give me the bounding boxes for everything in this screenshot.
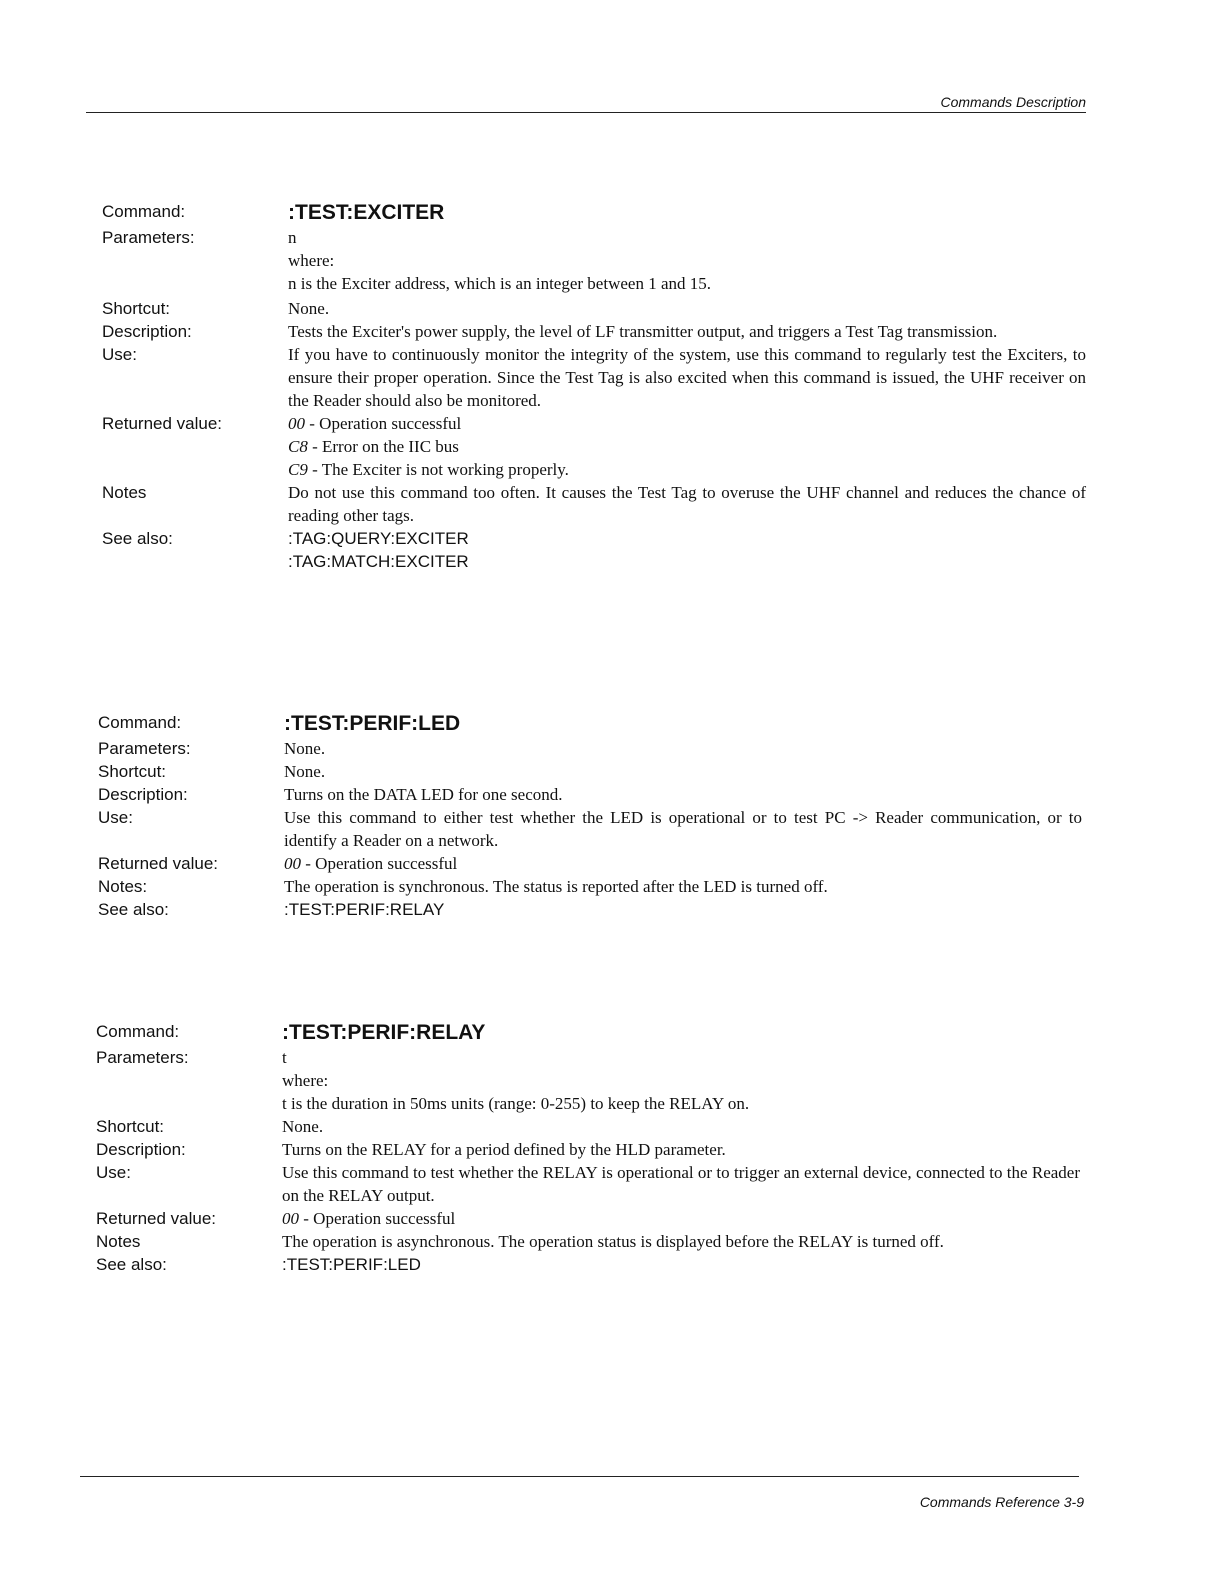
shortcut-label: Shortcut:	[102, 299, 171, 318]
description-label: Description:	[96, 1140, 186, 1159]
parameters-label: Parameters:	[98, 739, 191, 758]
parameters-label: Parameters:	[102, 228, 195, 247]
header-rule	[86, 112, 1086, 113]
description-label: Description:	[98, 785, 188, 804]
description-row	[98, 783, 1078, 806]
see-also-row	[102, 527, 1082, 573]
use-row	[96, 1161, 1080, 1207]
command-name: :TEST:PERIF:LED	[284, 712, 461, 735]
returned-value-row	[102, 412, 1082, 481]
shortcut-value: None.	[284, 762, 326, 781]
return-text: - Operation successful	[299, 1209, 456, 1228]
command-name: :TEST:EXCITER	[288, 201, 445, 224]
parameter-line: n	[288, 228, 297, 247]
returned-value-label: Returned value:	[102, 414, 223, 433]
command-block-test-exciter	[102, 200, 1086, 573]
returned-value-label: Returned value:	[98, 854, 219, 873]
description-row	[96, 1138, 1076, 1161]
see-also-list	[284, 898, 1082, 921]
use-label: Use:	[98, 808, 133, 827]
parameters-row	[102, 226, 1082, 295]
return-text: - Error on the IIC bus	[307, 437, 459, 456]
shortcut-row	[102, 297, 1082, 320]
command-label: Command:	[98, 713, 182, 732]
return-code: 00	[288, 414, 305, 433]
shortcut-row	[96, 1115, 1076, 1138]
use-value: Use this command to test whether the RELAY is operational or to trigger an external device, connected to the Reader on the RELAY output.	[282, 1163, 1080, 1205]
see-also-label: See also:	[96, 1255, 167, 1274]
notes-label: Notes:	[98, 877, 148, 896]
notes-row	[98, 875, 1078, 898]
return-text: - Operation successful	[305, 414, 462, 433]
see-also-row	[98, 898, 1078, 921]
returned-value-row	[96, 1207, 1076, 1230]
returned-value-item	[282, 1207, 1080, 1230]
command-row	[98, 711, 1078, 737]
command-name: :TEST:PERIF:RELAY	[282, 1021, 486, 1044]
notes-value: The operation is synchronous. The status is reported after the LED is turned off.	[284, 877, 828, 896]
parameters-label: Parameters:	[96, 1048, 189, 1067]
use-value: Use this command to either test whether the LED is operational or to test PC -> Reader communication, or to identify a Reader on a network.	[284, 808, 1082, 850]
see-also-item: :TAG:MATCH:EXCITER	[288, 552, 469, 571]
command-row	[96, 1020, 1076, 1046]
notes-value: Do not use this command too often. It causes the Test Tag to overuse the UHF channel and reduces the chance of reading other tags.	[288, 483, 1086, 525]
notes-row	[96, 1230, 1076, 1253]
returned-value-list	[282, 1207, 1080, 1230]
returned-value-list	[288, 412, 1086, 481]
returned-value-label: Returned value:	[96, 1209, 217, 1228]
return-code: C8	[288, 437, 308, 456]
see-also-item: :TAG:QUERY:EXCITER	[288, 529, 469, 548]
see-also-list	[282, 1253, 1080, 1276]
description-row	[102, 320, 1082, 343]
see-also-item: :TEST:PERIF:RELAY	[284, 900, 445, 919]
returned-value-item	[288, 412, 1086, 435]
description-value: Turns on the RELAY for a period defined by the HLD parameter.	[282, 1140, 726, 1159]
command-block-test-perif-led	[98, 711, 1082, 921]
returned-value-item	[288, 435, 1086, 458]
use-label: Use:	[102, 345, 137, 364]
use-label: Use:	[96, 1163, 131, 1182]
shortcut-label: Shortcut:	[98, 762, 167, 781]
return-text: - The Exciter is not working properly.	[307, 460, 569, 479]
see-also-list	[288, 527, 1086, 573]
description-value: Tests the Exciter's power supply, the level of LF transmitter output, and triggers a Test Tag transmission.	[288, 322, 998, 341]
shortcut-label: Shortcut:	[96, 1117, 165, 1136]
parameter-line: None.	[284, 739, 326, 758]
parameter-line: where:	[288, 251, 335, 270]
use-value: If you have to continuously monitor the integrity of the system, use this command to regularly test the Exciters, to ensure their proper operation. Since the Test Tag is also excited when this command is issued, the UHF receiver on the Reader should also be monitored.	[288, 345, 1086, 410]
use-row	[102, 343, 1086, 412]
return-code: 00	[284, 854, 301, 873]
returned-value-item	[288, 458, 1086, 481]
shortcut-value: None.	[288, 299, 330, 318]
returned-value-list	[284, 852, 1082, 875]
parameter-line: where:	[282, 1071, 329, 1090]
parameter-line: n is the Exciter address, which is an integer between 1 and 15.	[288, 274, 711, 293]
command-label: Command:	[102, 202, 186, 221]
returned-value-row	[98, 852, 1078, 875]
parameter-line: t	[282, 1048, 287, 1067]
parameters-row	[98, 737, 1078, 760]
parameters-value	[282, 1046, 1080, 1115]
command-block-test-perif-relay	[96, 1020, 1080, 1276]
return-text: - Operation successful	[301, 854, 458, 873]
notes-value: The operation is asynchronous. The operation status is displayed before the RELAY is turned off.	[282, 1232, 944, 1251]
command-label: Command:	[96, 1022, 180, 1041]
parameters-value	[284, 737, 1082, 760]
parameters-value	[288, 226, 1086, 295]
shortcut-row	[98, 760, 1078, 783]
see-also-label: See also:	[102, 529, 173, 548]
return-code: 00	[282, 1209, 299, 1228]
description-label: Description:	[102, 322, 192, 341]
return-code: C9	[288, 460, 308, 479]
notes-row	[102, 481, 1086, 527]
use-row	[98, 806, 1082, 852]
see-also-label: See also:	[98, 900, 169, 919]
parameter-line: t is the duration in 50ms units (range: 0-255) to keep the RELAY on.	[282, 1094, 750, 1113]
footer-rule	[80, 1476, 1079, 1477]
notes-label: Notes	[96, 1232, 141, 1251]
notes-label: Notes	[102, 483, 147, 502]
description-value: Turns on the DATA LED for one second.	[284, 785, 563, 804]
command-row	[102, 200, 1082, 226]
parameters-row	[96, 1046, 1076, 1115]
see-also-item: :TEST:PERIF:LED	[282, 1255, 421, 1274]
shortcut-value: None.	[282, 1117, 324, 1136]
page-header-title: Commands Description	[940, 94, 1086, 110]
page-footer-title: Commands Reference 3-9	[919, 1494, 1084, 1510]
see-also-row	[96, 1253, 1076, 1276]
returned-value-item	[284, 852, 1082, 875]
